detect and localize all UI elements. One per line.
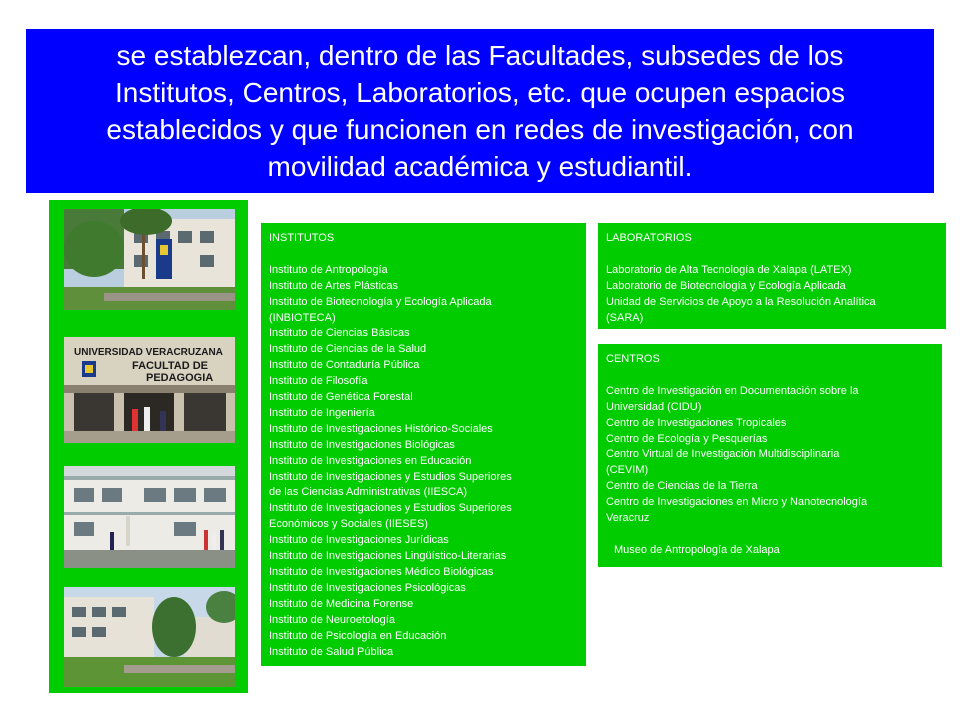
garden-building-photo [64, 587, 235, 687]
instituto-item: Instituto de Ciencias de la Salud [269, 343, 427, 356]
museo-item: Museo de Antropología de Xalapa [614, 543, 780, 556]
instituto-item: Instituto de Salud Pública [269, 645, 394, 658]
laboratorios-box [598, 223, 946, 329]
instituto-item: Instituto de Filosofía [269, 375, 368, 388]
instituto-item: Instituto de Investigaciones en Educación [269, 454, 472, 467]
title-banner [26, 29, 934, 193]
banner-line: movilidad académica y estudiantil. [267, 151, 693, 182]
instituto-item: Instituto de Genética Forestal [269, 391, 413, 404]
banner-text [106, 37, 853, 185]
centro-item: (CEVIM) [606, 464, 649, 477]
centro-item: Centro de Ciencias de la Tierra [606, 480, 758, 493]
banner-line: Institutos, Centros, Laboratorios, etc. que ocupen espacios [115, 77, 845, 108]
spacer [606, 527, 934, 543]
centros-list [606, 384, 934, 527]
sign-faculty-text: FACULTAD DE [132, 360, 208, 372]
instituto-item: Instituto de Investigaciones y Estudios Superiores [269, 470, 512, 483]
sign-pedagogia-text: PEDAGOGIA [146, 372, 214, 384]
instituto-item: Instituto de Antropología [269, 263, 388, 276]
laboratorios-list [606, 263, 938, 327]
instituto-item: de las Ciencias Administrativas (IIESCA) [269, 486, 468, 499]
centro-item: Centro de Investigaciones Tropicales [606, 416, 787, 429]
laboratorio-item: Laboratorio de Alta Tecnología de Xalapa (LATEX) [606, 263, 852, 276]
laboratorio-item: Laboratorio de Biotecnología y Ecología Aplicada [606, 279, 846, 292]
instituto-item: Instituto de Contaduría Pública [269, 359, 420, 372]
centros-title: CENTROS [606, 353, 660, 365]
laboratorio-item: Unidad de Servicios de Apoyo a la Resolución Analítica [606, 295, 876, 308]
photo-column [49, 200, 248, 693]
instituto-item: Instituto de Psicología en Educación [269, 629, 447, 642]
instituto-item: Instituto de Investigaciones Lingüístico-Literarias [269, 550, 507, 563]
centro-item: Centro de Investigaciones en Micro y Nanotecnología [606, 496, 868, 509]
laboratorio-item: (SARA) [606, 311, 644, 324]
instituto-item: Instituto de Neuroetología [269, 613, 395, 626]
institutos-list [269, 263, 578, 661]
banner-line: se establezcan, dentro de las Facultades, subsedes de los [116, 40, 844, 71]
instituto-item: (INBIOTECA) [269, 311, 336, 324]
instituto-item: Instituto de Ingeniería [269, 406, 375, 419]
institutos-title: INSTITUTOS [269, 232, 335, 244]
instituto-item: Instituto de Biotecnología y Ecología Aplicada [269, 295, 492, 308]
centro-item: Centro de Investigación en Documentación sobre la [606, 384, 859, 397]
laboratorios-title: LABORATORIOS [606, 232, 692, 244]
instituto-item: Instituto de Investigaciones Médico Biológicas [269, 566, 494, 579]
centro-item: Veracruz [606, 512, 650, 525]
institutos-box [261, 223, 586, 666]
instituto-item: Instituto de Ciencias Básicas [269, 327, 410, 340]
centro-item: Universidad (CIDU) [606, 400, 702, 413]
sign-university-text: UNIVERSIDAD VERACRUZANA [74, 347, 223, 358]
centros-box [598, 344, 942, 567]
faculty-entrance-photo [64, 337, 235, 443]
instituto-item: Económicos y Sociales (IIESES) [269, 518, 428, 531]
centro-item: Centro Virtual de Investigación Multidisciplinaria [606, 448, 840, 461]
instituto-item: Instituto de Artes Plásticas [269, 279, 399, 292]
instituto-item: Instituto de Investigaciones Histórico-Sociales [269, 422, 493, 435]
instituto-item: Instituto de Medicina Forense [269, 597, 414, 610]
campus-building-photo [64, 209, 235, 310]
instituto-item: Instituto de Investigaciones Biológicas [269, 438, 455, 451]
centro-item: Centro de Ecología y Pesquerías [606, 432, 768, 445]
instituto-item: Instituto de Investigaciones Psicológicas [269, 581, 466, 594]
banner-line: establecidos y que funcionen en redes de investigación, con [106, 114, 854, 145]
instituto-item: Instituto de Investigaciones Jurídicas [269, 534, 449, 547]
courtyard-photo [64, 466, 235, 568]
instituto-item: Instituto de Investigaciones y Estudios Superiores [269, 502, 512, 515]
